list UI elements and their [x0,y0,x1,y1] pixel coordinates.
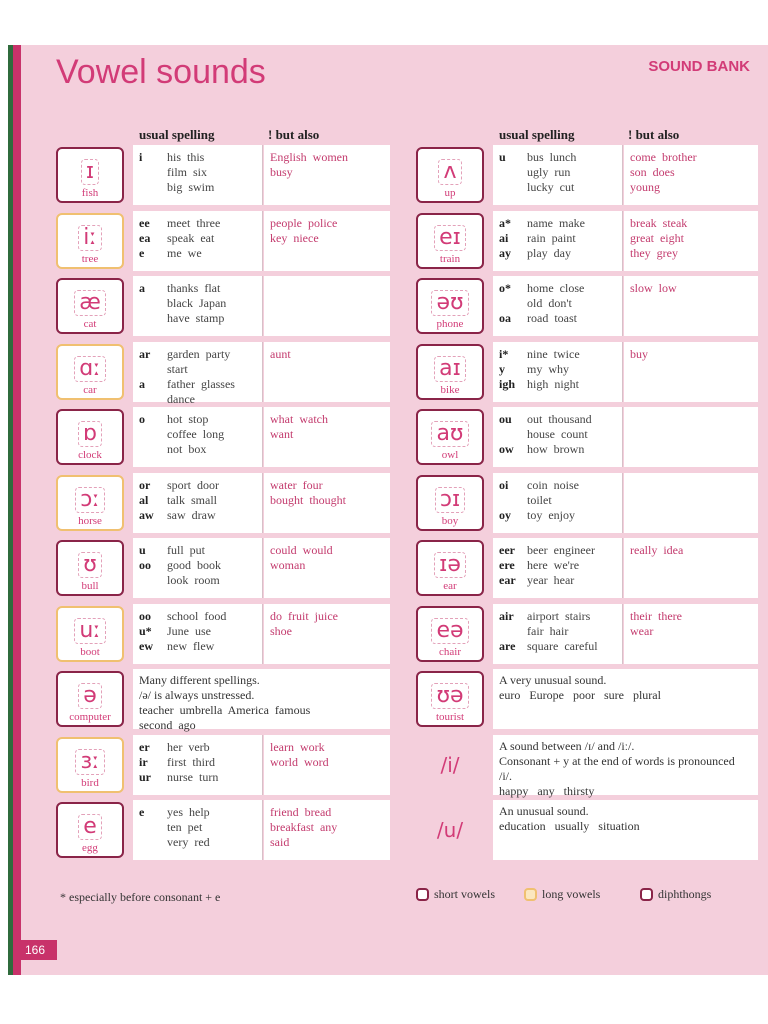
phonetic-symbol: aɪ [434,356,466,382]
phonetic-symbol: iː [78,225,102,251]
sound-icon-horse [56,475,124,531]
legend-label: short vowels [434,887,495,901]
legend-label: long vowels [542,887,601,901]
keyword-label: tourist [435,711,465,723]
spelling-cell [493,407,623,467]
table-row [133,276,390,336]
left-usual-spelling-header: usual spelling [139,127,215,142]
but-also-words: really idea [630,543,684,557]
but-also-words: buy [630,346,648,361]
example-words: hot stop coffee long not box [167,412,225,456]
spelling-cell [133,473,263,533]
example-words: meet three speak eat me we [167,215,221,260]
keyword-label: bike [440,383,460,396]
example-words: out thousand house count how brown [527,412,592,456]
phonetic-symbol: eə [431,618,468,644]
but-also-cell [264,342,390,402]
phonetic-symbol: ʊ [78,552,102,578]
keyword-label: fish [81,187,99,199]
but-also-cell [624,145,758,205]
but-also-cell [624,604,758,664]
table-row [133,145,390,205]
note-text: An unusual sound. education usually situation [499,804,640,833]
sound-icon-tourist [416,671,484,727]
phonetic-symbol: ɑː [74,356,105,382]
phonetic-symbol: ə [78,683,102,709]
phonetic-symbol: ɔɪ [435,487,465,513]
example-words: bus lunch ugly run lucky cut [527,150,577,194]
spelling-pattern: air are [499,608,516,653]
keyword-label: up [444,187,456,199]
spelling-cell [493,538,623,598]
but-also-words: aunt [270,346,291,361]
legend-short [416,887,495,902]
spelling-cell [133,407,263,467]
keyword-label: egg [82,842,98,854]
but-also-cell [264,538,390,598]
sound-icon-car [56,344,124,400]
phonetic-symbol: ɒ [78,421,102,447]
sound-icon-egg [56,802,124,858]
phonetic-symbol: ɪ [81,159,99,185]
spelling-pattern: er ir ur [139,739,151,784]
but-also-cell [264,604,390,664]
table-row [133,669,390,732]
keyword-label: phone [436,318,464,330]
note-text: A very unusual sound. euro Europe poor sure plural [499,673,661,702]
table-row [493,211,758,271]
keyword-label: horse [78,514,102,527]
phonetic-symbol: æ [74,290,106,316]
sound-icon-boot [56,606,124,662]
phonetic-symbol: /i/ [440,752,460,777]
example-words: nine twice my why high night [527,346,580,391]
keyword-label: cat [83,318,97,330]
table-row [133,211,390,271]
but-also-words: friend bread breakfast any said [270,805,338,849]
red-edge-strip [13,45,21,975]
table-row [493,735,758,798]
keyword-label: ear [443,580,457,592]
example-words: her verb first third nurse turn [167,739,219,784]
page-number: 166 [13,940,57,960]
spelling-pattern: ee ea e [139,215,151,260]
but-also-cell [264,211,390,271]
spelling-pattern: o [139,412,145,426]
phonetic-symbol: ɪə [434,552,466,578]
diphthong-swatch [640,888,653,901]
but-also-cell [624,473,758,533]
example-words: thanks flat black Japan have stamp [167,281,227,325]
example-words: coin noise toilet toy enjoy [527,477,579,522]
long-vowel-swatch [524,888,537,901]
spelling-cell [133,211,263,271]
example-words: name make rain paint play day [527,215,585,260]
spelling-cell [493,342,623,402]
table-row [133,342,390,406]
sound-icon-tree [56,213,124,269]
but-also-cell [264,473,390,533]
footnote: * especially before consonant + e [60,890,221,904]
spelling-cell [493,145,623,205]
but-also-cell [624,538,758,598]
table-row [493,538,758,598]
note-cell [133,669,390,732]
sound-icon-bird [56,737,124,793]
sound-icon-up [416,147,484,203]
but-also-cell [264,145,390,205]
note-cell [493,735,758,798]
sound-icon-phone [416,278,484,334]
phonetic-symbol: eɪ [434,225,466,251]
but-also-words: come brother son does young [630,150,697,194]
phonetic-symbol: ɔː [75,487,105,513]
but-also-cell [624,407,758,467]
spelling-pattern: a [139,281,145,295]
phonetic-symbol: ʊə [431,683,468,709]
but-also-words: do fruit juice shoe [270,608,338,638]
left-but-also-header: ! but also [268,127,320,142]
spelling-pattern: or al aw [139,477,154,522]
but-also-cell [624,211,758,271]
spelling-cell [133,342,263,406]
keyword-label: bull [81,580,99,592]
but-also-words: what watch want [270,412,328,441]
spelling-cell [133,604,263,664]
but-also-words: water four bought thought [270,477,347,507]
spelling-cell [133,145,263,205]
sound-icon-boy [416,475,484,531]
but-also-words: break steak great eight they grey [630,215,688,260]
table-row [493,800,758,860]
spelling-cell [133,735,263,795]
table-row [133,473,390,533]
spelling-pattern: ou ow [499,412,514,456]
note-text: A sound between /ɪ/ and /iː/. Consonant + y at the end of words is pronounced /i/. happy any thirsty [499,738,735,798]
table-row [133,800,390,860]
short-vowel-swatch [416,888,429,901]
page [8,45,768,975]
spelling-cell [493,276,623,336]
phonetic-symbol: ʌ [438,159,461,185]
right-but-also-header: ! but also [628,127,680,142]
phonetic-symbol: uː [74,618,105,644]
spelling-pattern: e [139,805,145,819]
but-also-cell [624,342,758,402]
spelling-cell [133,276,263,336]
but-also-words: slow low [630,281,677,295]
sound-icon-computer [56,671,124,727]
spelling-cell [493,211,623,271]
table-row [133,538,390,598]
spelling-pattern: eer ere ear [499,543,516,587]
spelling-pattern: oo u* ew [139,608,153,653]
example-words: yes help ten pet very red [167,805,210,849]
spelling-pattern: ar a [139,346,151,391]
note-cell [493,800,758,860]
phonetic-symbol: ɜː [75,749,104,775]
table-row [493,145,758,205]
spelling-cell [133,800,263,860]
sound-icon-fish [56,147,124,203]
but-also-words: learn work world word [270,739,329,769]
table-row [493,604,758,664]
spelling-cell [493,473,623,533]
keyword-label: car [83,383,97,396]
right-usual-spelling-header: usual spelling [499,127,575,142]
spelling-pattern: i* y igh [499,346,516,391]
example-words: sport door talk small saw draw [167,477,219,522]
table-row [133,735,390,795]
but-also-words: could would woman [270,543,333,572]
but-also-words: their there wear [630,608,682,638]
keyword-label: owl [441,449,459,461]
page-title: Vowel sounds [56,53,266,91]
but-also-words: people police key niece [270,215,338,245]
keyword-label: boot [80,645,100,658]
keyword-label: chair [439,645,461,658]
table-row [133,604,390,664]
sound-icon-train [416,213,484,269]
spelling-pattern: i [139,150,143,164]
keyword-label: boy [441,514,459,527]
table-row [493,276,758,336]
table-row [493,473,758,533]
example-words: home close old don't road toast [527,281,585,325]
keyword-label: train [439,252,461,265]
sound-icon-clock [56,409,124,465]
section-label: SOUND BANK [648,58,750,75]
example-words: his this film six big swim [167,150,215,194]
sound-icon-ear [416,540,484,596]
table-row [493,342,758,402]
sound-icon-chair [416,606,484,662]
spelling-cell [493,604,623,664]
but-also-cell [264,407,390,467]
phonetic-symbol: /u/ [436,818,464,842]
example-words: beer engineer here we're year hear [527,543,595,587]
phonetic-symbol: əʊ [431,290,468,316]
phonetic-symbol: aʊ [431,421,468,447]
example-words: full put good book look room [167,543,221,587]
but-also-words: English women busy [270,150,348,179]
but-also-cell [264,800,390,860]
but-also-cell [264,735,390,795]
keyword-label: computer [69,711,111,723]
keyword-label: bird [81,776,99,789]
legend-label: diphthongs [658,887,712,901]
example-words: school food June use new flew [167,608,227,653]
table-row [133,407,390,467]
example-words: airport stairs fair hair square careful [527,608,598,653]
table-row [493,669,758,729]
legend-diphthongs [640,887,711,902]
note-text: Many different spellings. /ə/ is always unstressed. teacher umbrella America famous second ago [139,673,311,732]
sound-icon-bike [416,344,484,400]
spelling-pattern: o* oa [499,281,511,325]
but-also-cell [624,276,758,336]
keyword-label: tree [81,252,99,265]
note-cell [493,669,758,729]
spelling-cell [133,538,263,598]
but-also-cell [264,276,390,336]
spelling-pattern: oi oy [499,477,511,522]
sound-icon-owl [416,409,484,465]
spelling-pattern: u [499,150,506,164]
example-words: garden party start father glasses dance [167,346,235,406]
sound-icon-bull [56,540,124,596]
phonetic-symbol: e [78,814,102,840]
sound-icon-cat [56,278,124,334]
legend-long [524,887,600,902]
keyword-label: clock [78,449,102,461]
spelling-pattern: u oo [139,543,151,572]
table-row [493,407,758,467]
spelling-pattern: a* ai ay [499,215,511,260]
